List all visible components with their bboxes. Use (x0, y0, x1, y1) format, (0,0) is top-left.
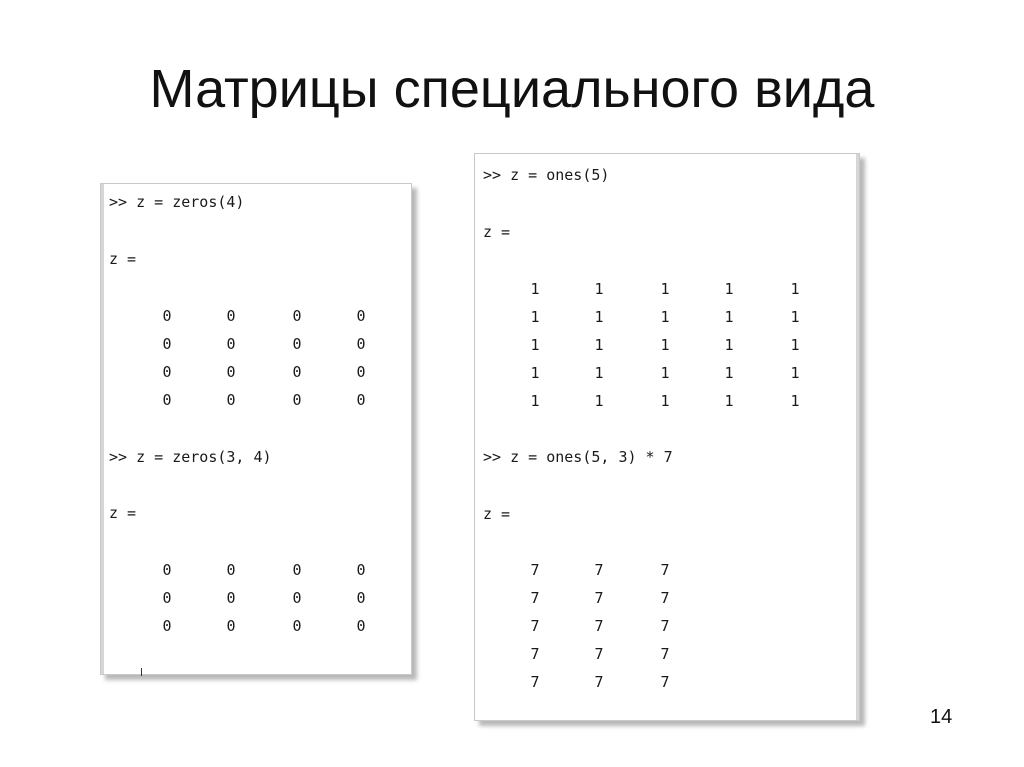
matrix-cell: 7 (594, 645, 604, 663)
command-line: >> z = zeros(3, 4) (109, 448, 272, 466)
matrix-cell: 1 (530, 336, 540, 354)
text-cursor (141, 668, 142, 676)
matrix-cell: 1 (660, 392, 670, 410)
matrix-cell: 0 (226, 363, 236, 381)
matrix-cell: 1 (660, 308, 670, 326)
matrix-cell: 7 (660, 673, 670, 691)
matrix-cell: 0 (162, 617, 172, 635)
matrix-cell: 7 (660, 645, 670, 663)
matrix-cell: 7 (594, 589, 604, 607)
matrix-cell: 0 (226, 589, 236, 607)
matrix-cell: 0 (162, 561, 172, 579)
result-label: z = (483, 223, 511, 241)
result-label: z = (483, 505, 511, 523)
matrix-cell: 1 (724, 392, 734, 410)
matrix-cell: 7 (594, 617, 604, 635)
matrix-cell: 7 (530, 589, 540, 607)
matrix-cell: 0 (292, 391, 302, 409)
matrix-cell: 7 (530, 673, 540, 691)
matrix-cell: 7 (530, 617, 540, 635)
matrix-cell: 7 (594, 673, 604, 691)
matrix-cell: 0 (292, 363, 302, 381)
matrix-cell: 1 (790, 336, 800, 354)
matrix-cell: 1 (790, 308, 800, 326)
matrix-cell: 0 (226, 617, 236, 635)
matrix-cell: 0 (226, 335, 236, 353)
matrix-cell: 7 (660, 617, 670, 635)
matrix-cell: 0 (226, 307, 236, 325)
matrix-cell: 1 (530, 308, 540, 326)
matrix-cell: 1 (724, 308, 734, 326)
result-label: z = (109, 250, 137, 268)
matrix-cell: 0 (356, 561, 366, 579)
matrix-cell: 1 (530, 364, 540, 382)
matrix-cell: 1 (530, 280, 540, 298)
matrix-cell: 0 (356, 589, 366, 607)
matrix-cell: 1 (594, 336, 604, 354)
matrix-cell: 7 (660, 589, 670, 607)
matrix-cell: 1 (594, 392, 604, 410)
matrix-cell: 1 (594, 308, 604, 326)
matrix-cell: 1 (594, 280, 604, 298)
command-window-zeros (100, 183, 412, 675)
result-label: z = (109, 504, 137, 522)
command-window-ones (474, 153, 860, 721)
matrix-cell: 0 (162, 589, 172, 607)
matrix-cell: 0 (226, 391, 236, 409)
matrix-cell: 7 (530, 561, 540, 579)
matrix-cell: 1 (790, 392, 800, 410)
matrix-cell: 1 (724, 364, 734, 382)
matrix-cell: 0 (356, 617, 366, 635)
matrix-cell: 0 (356, 363, 366, 381)
command-line: >> z = ones(5) (483, 166, 610, 184)
matrix-cell: 0 (226, 561, 236, 579)
matrix-cell: 0 (356, 307, 366, 325)
matrix-cell: 0 (162, 363, 172, 381)
matrix-cell: 7 (530, 645, 540, 663)
matrix-cell: 1 (790, 364, 800, 382)
matrix-cell: 1 (660, 336, 670, 354)
page-number: 14 (930, 706, 953, 728)
matrix-cell: 7 (594, 561, 604, 579)
matrix-cell: 0 (356, 391, 366, 409)
matrix-cell: 1 (660, 364, 670, 382)
matrix-cell: 1 (790, 280, 800, 298)
command-line: >> z = zeros(4) (109, 193, 245, 211)
command-line: >> z = ones(5, 3) * 7 (483, 448, 673, 466)
slide-title: Матрицы специального вида (149, 59, 875, 119)
matrix-cell: 1 (724, 336, 734, 354)
matrix-cell: 1 (724, 280, 734, 298)
matrix-cell: 0 (162, 391, 172, 409)
matrix-cell: 7 (660, 561, 670, 579)
matrix-cell: 0 (356, 335, 366, 353)
matrix-cell: 1 (660, 280, 670, 298)
matrix-cell: 1 (530, 392, 540, 410)
matrix-cell: 0 (292, 335, 302, 353)
matrix-cell: 0 (292, 589, 302, 607)
matrix-cell: 0 (292, 561, 302, 579)
matrix-cell: 0 (292, 307, 302, 325)
matrix-cell: 0 (162, 335, 172, 353)
matrix-cell: 0 (162, 307, 172, 325)
matrix-cell: 0 (292, 617, 302, 635)
matrix-cell: 1 (594, 364, 604, 382)
